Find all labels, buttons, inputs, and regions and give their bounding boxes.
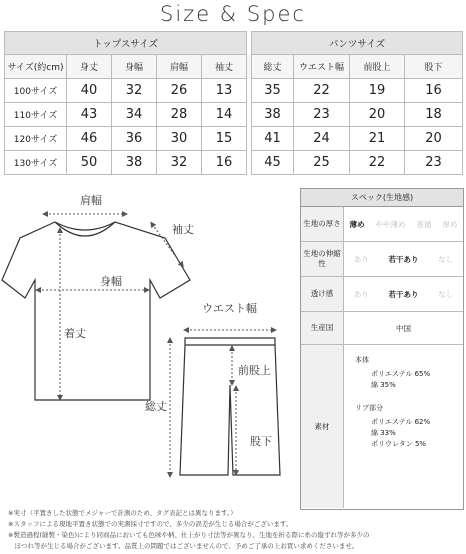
- spec-label: 生地の厚さ: [301, 207, 344, 241]
- table-cell: 38: [112, 151, 157, 175]
- spec-option: あり: [353, 289, 369, 299]
- material-line: リブ部分: [355, 404, 383, 412]
- table-cell: 23: [294, 103, 350, 127]
- material-line: 本体: [355, 356, 369, 364]
- spec-value: 中国: [396, 323, 411, 333]
- spec-option: 厚め: [442, 219, 458, 229]
- table-cell: 35: [252, 79, 294, 103]
- table-cell: 20: [350, 103, 405, 127]
- spec-option: 薄め: [349, 219, 365, 229]
- spec-header: スペック(生地感): [301, 189, 463, 207]
- table-cell: 19: [350, 79, 405, 103]
- shoulder-label: 肩幅: [80, 194, 102, 207]
- inseam-label: 股下: [250, 435, 272, 448]
- column-header: 総丈: [252, 55, 294, 79]
- table-cell: 34: [112, 103, 157, 127]
- spec-option: 若干あり: [388, 254, 419, 264]
- table-cell: 50: [67, 151, 112, 175]
- column-header: ウエスト幅: [294, 55, 350, 79]
- column-header: サイズ(約cm): [5, 55, 67, 79]
- table-row: [5, 79, 463, 103]
- length-label: 着丈: [64, 327, 86, 340]
- tops-header: トップスサイズ: [5, 32, 247, 55]
- column-header: 身幅: [112, 55, 157, 79]
- size-label: 100サイズ: [5, 79, 67, 103]
- material-line: 綿 35%: [371, 381, 396, 389]
- waist-label: ウエスト幅: [202, 302, 257, 315]
- spec-row-material: [301, 345, 463, 508]
- column-header: 身丈: [67, 55, 112, 79]
- table-cell: 15: [202, 127, 247, 151]
- table-cell: 46: [67, 127, 112, 151]
- column-header: 前股上: [350, 55, 405, 79]
- pants-outline: [180, 338, 280, 475]
- total-label: 総丈: [145, 400, 167, 413]
- column-header: 肩幅: [157, 55, 202, 79]
- rise-label: 前股上: [238, 364, 271, 377]
- size-label: 110サイズ: [5, 103, 67, 127]
- table-cell: 40: [67, 79, 112, 103]
- table-cell: 13: [202, 79, 247, 103]
- table-cell: 23: [405, 151, 463, 175]
- table-cell: 41: [252, 127, 294, 151]
- table-cell: 26: [157, 79, 202, 103]
- size-table: [4, 31, 463, 175]
- table-cell: 38: [252, 103, 294, 127]
- table-cell: 16: [405, 79, 463, 103]
- spec-option: あり: [353, 254, 369, 264]
- spec-row-origin: [301, 312, 463, 345]
- material-line: ポリエステル 65%: [371, 370, 431, 378]
- table-row: [5, 151, 463, 175]
- size-label: 130サイズ: [5, 151, 67, 175]
- table-cell: 45: [252, 151, 294, 175]
- spec-option: なし: [438, 254, 454, 264]
- table-cell: 20: [405, 127, 463, 151]
- table-row: [5, 103, 463, 127]
- table-cell: 21: [350, 127, 405, 151]
- spec-row-thickness: [301, 207, 463, 242]
- spec-label: 生産国: [301, 312, 344, 344]
- table-cell: 32: [157, 151, 202, 175]
- table-cell: 36: [112, 127, 157, 151]
- column-header: 袖丈: [202, 55, 247, 79]
- note-line: ※製造過程(縫製・染色)により同商品においても色味や柄、仕上がり寸法等が異なり、生地を折る際に糸の縦ずれ等が多少の: [8, 531, 370, 539]
- page-title: Size & Spec: [160, 2, 306, 26]
- garment-diagram: [0, 180, 300, 505]
- spec-label: 透け感: [301, 277, 344, 311]
- table-cell: 18: [405, 103, 463, 127]
- table-cell: 28: [157, 103, 202, 127]
- table-cell: 32: [112, 79, 157, 103]
- sleeve-label: 袖丈: [172, 223, 194, 236]
- note-line: ※スタッフによる現地平置き状態での実測採寸ですので、多少の誤差が生じる場合がございます。: [8, 520, 293, 528]
- spec-option: 普通: [416, 219, 432, 229]
- table-cell: 22: [350, 151, 405, 175]
- spec-option: なし: [438, 289, 454, 299]
- material-line: ポリエステル 62%: [371, 418, 431, 426]
- spec-row-stretch: [301, 242, 463, 277]
- spec-label: 生地の伸縮性: [301, 242, 344, 276]
- table-cell: 14: [202, 103, 247, 127]
- note-line: ほつれ等が生じる場合がございます。品質上の問題ではございませんので、予めご了承の上お買い求めくださいませ。: [8, 542, 359, 550]
- table-cell: 25: [294, 151, 350, 175]
- width-label: 身幅: [100, 275, 122, 288]
- spec-option: やや薄め: [375, 219, 406, 229]
- spec-table: [300, 188, 464, 510]
- spec-label: 素材: [301, 345, 344, 508]
- material-line: ポリウレタン 5%: [371, 440, 427, 448]
- spec-row-sheer: [301, 277, 463, 312]
- table-cell: 30: [157, 127, 202, 151]
- table-cell: 16: [202, 151, 247, 175]
- pants-header: パンツサイズ: [252, 32, 463, 55]
- note-line: ※実寸（平置きした状態でメジャーで計測のため、タグ表記とは異なります。）: [8, 509, 237, 517]
- table-row: [5, 127, 463, 151]
- table-cell: 43: [67, 103, 112, 127]
- tshirt-outline: [2, 222, 190, 400]
- table-cell: 24: [294, 127, 350, 151]
- table-cell: 22: [294, 79, 350, 103]
- material-line: 綿 33%: [371, 429, 396, 437]
- spec-option: 若干あり: [388, 289, 419, 299]
- size-label: 120サイズ: [5, 127, 67, 151]
- column-header: 股下: [405, 55, 463, 79]
